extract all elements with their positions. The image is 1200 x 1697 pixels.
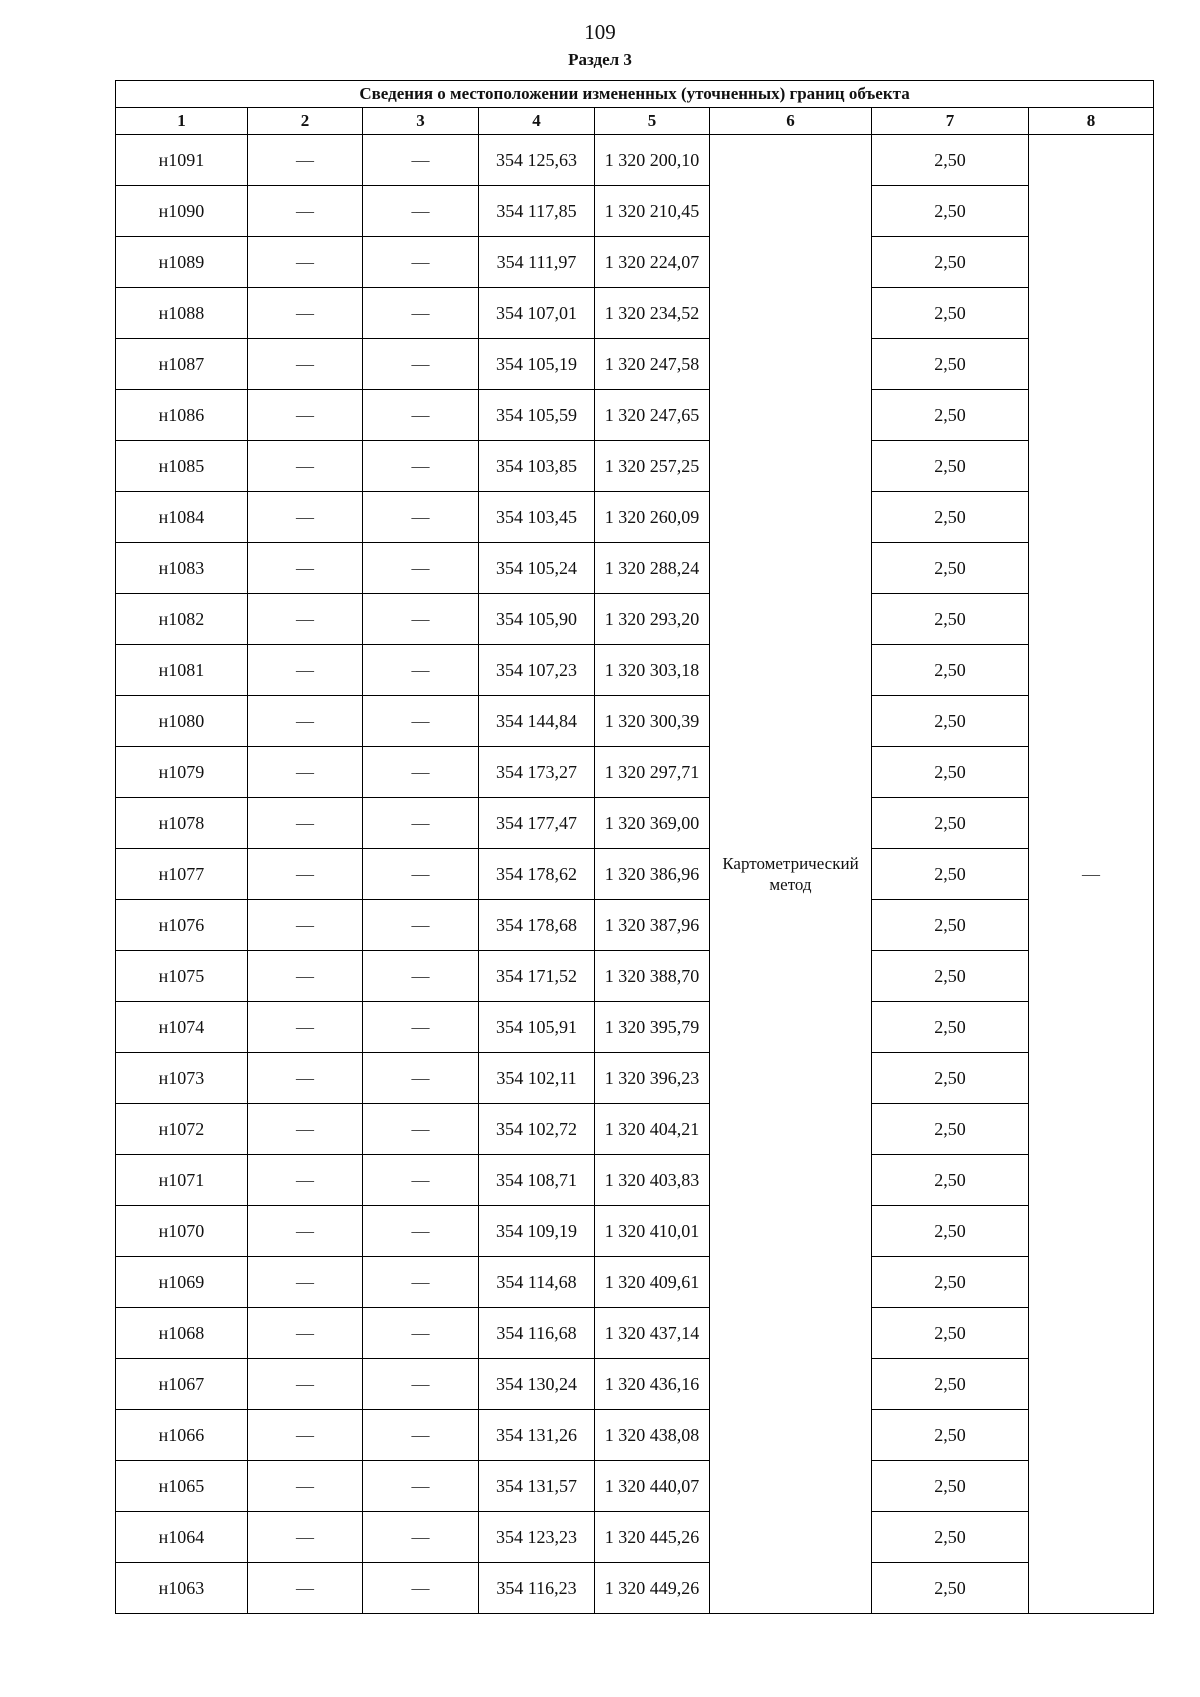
point-cell: н1090 (116, 186, 248, 237)
column-header: 5 (595, 108, 710, 135)
col3-cell: — (363, 1359, 479, 1410)
x-coordinate-cell: 354 144,84 (479, 696, 595, 747)
col2-cell: — (248, 798, 363, 849)
x-coordinate-cell: 354 105,59 (479, 390, 595, 441)
col2-cell: — (248, 849, 363, 900)
table-row (116, 1155, 1154, 1206)
point-cell: н1081 (116, 645, 248, 696)
point-cell: н1087 (116, 339, 248, 390)
col2-cell: — (248, 900, 363, 951)
table-row (116, 1461, 1154, 1512)
col2-cell: — (248, 1002, 363, 1053)
y-coordinate-cell: 1 320 303,18 (595, 645, 710, 696)
accuracy-cell: 2,50 (872, 1512, 1029, 1563)
col3-cell: — (363, 1410, 479, 1461)
accuracy-cell: 2,50 (872, 1410, 1029, 1461)
col3-cell: — (363, 1002, 479, 1053)
col3-cell: — (363, 1257, 479, 1308)
table-row (116, 1002, 1154, 1053)
y-coordinate-cell: 1 320 200,10 (595, 135, 710, 186)
y-coordinate-cell: 1 320 410,01 (595, 1206, 710, 1257)
col3-cell: — (363, 135, 479, 186)
point-cell: н1075 (116, 951, 248, 1002)
col2-cell: — (248, 1359, 363, 1410)
x-coordinate-cell: 354 102,72 (479, 1104, 595, 1155)
x-coordinate-cell: 354 178,68 (479, 900, 595, 951)
point-cell: н1083 (116, 543, 248, 594)
col2-cell: — (248, 390, 363, 441)
section-title: Раздел 3 (568, 50, 632, 69)
x-coordinate-cell: 354 103,45 (479, 492, 595, 543)
col2-cell: — (248, 492, 363, 543)
col3-cell: — (363, 288, 479, 339)
col2-cell: — (248, 1563, 363, 1614)
method-cell: Картометрический метод (710, 135, 872, 1614)
x-coordinate-cell: 354 108,71 (479, 1155, 595, 1206)
accuracy-cell: 2,50 (872, 135, 1029, 186)
col3-cell: — (363, 798, 479, 849)
table-row (116, 900, 1154, 951)
table-row (116, 696, 1154, 747)
y-coordinate-cell: 1 320 293,20 (595, 594, 710, 645)
accuracy-cell: 2,50 (872, 747, 1029, 798)
y-coordinate-cell: 1 320 300,39 (595, 696, 710, 747)
y-coordinate-cell: 1 320 369,00 (595, 798, 710, 849)
y-coordinate-cell: 1 320 234,52 (595, 288, 710, 339)
x-coordinate-cell: 354 173,27 (479, 747, 595, 798)
col2-cell: — (248, 696, 363, 747)
accuracy-cell: 2,50 (872, 645, 1029, 696)
col3-cell: — (363, 492, 479, 543)
x-coordinate-cell: 354 178,62 (479, 849, 595, 900)
accuracy-cell: 2,50 (872, 492, 1029, 543)
y-coordinate-cell: 1 320 297,71 (595, 747, 710, 798)
table-row (116, 1410, 1154, 1461)
y-coordinate-cell: 1 320 224,07 (595, 237, 710, 288)
col3-cell: — (363, 1563, 479, 1614)
y-coordinate-cell: 1 320 247,58 (595, 339, 710, 390)
accuracy-cell: 2,50 (872, 798, 1029, 849)
x-coordinate-cell: 354 131,26 (479, 1410, 595, 1461)
x-coordinate-cell: 354 116,23 (479, 1563, 595, 1614)
col2-cell: — (248, 1461, 363, 1512)
point-cell: н1065 (116, 1461, 248, 1512)
page-number: 109 (584, 20, 616, 44)
x-coordinate-cell: 354 107,23 (479, 645, 595, 696)
table-row (116, 798, 1154, 849)
point-cell: н1074 (116, 1002, 248, 1053)
col2-cell: — (248, 1308, 363, 1359)
accuracy-cell: 2,50 (872, 1104, 1029, 1155)
point-cell: н1064 (116, 1512, 248, 1563)
col3-cell: — (363, 696, 479, 747)
y-coordinate-cell: 1 320 257,25 (595, 441, 710, 492)
y-coordinate-cell: 1 320 388,70 (595, 951, 710, 1002)
col3-cell: — (363, 747, 479, 798)
col3-cell: — (363, 594, 479, 645)
table-row (116, 390, 1154, 441)
table-row (116, 1257, 1154, 1308)
col2-cell: — (248, 747, 363, 798)
point-cell: н1078 (116, 798, 248, 849)
point-cell: н1084 (116, 492, 248, 543)
x-coordinate-cell: 354 116,68 (479, 1308, 595, 1359)
point-cell: н1082 (116, 594, 248, 645)
y-coordinate-cell: 1 320 437,14 (595, 1308, 710, 1359)
column-header: 7 (872, 108, 1029, 135)
accuracy-cell: 2,50 (872, 441, 1029, 492)
accuracy-cell: 2,50 (872, 339, 1029, 390)
table-row (116, 1308, 1154, 1359)
table-row (116, 645, 1154, 696)
y-coordinate-cell: 1 320 438,08 (595, 1410, 710, 1461)
col3-cell: — (363, 1155, 479, 1206)
col2-cell: — (248, 1053, 363, 1104)
accuracy-cell: 2,50 (872, 288, 1029, 339)
y-coordinate-cell: 1 320 386,96 (595, 849, 710, 900)
table-row (116, 288, 1154, 339)
col3-cell: — (363, 1512, 479, 1563)
accuracy-cell: 2,50 (872, 1308, 1029, 1359)
col3-cell: — (363, 339, 479, 390)
col2-cell: — (248, 135, 363, 186)
x-coordinate-cell: 354 109,19 (479, 1206, 595, 1257)
col2-cell: — (248, 186, 363, 237)
accuracy-cell: 2,50 (872, 1257, 1029, 1308)
accuracy-cell: 2,50 (872, 1359, 1029, 1410)
y-coordinate-cell: 1 320 409,61 (595, 1257, 710, 1308)
y-coordinate-cell: 1 320 404,21 (595, 1104, 710, 1155)
col2-cell: — (248, 1410, 363, 1461)
accuracy-cell: 2,50 (872, 1002, 1029, 1053)
col2-cell: — (248, 237, 363, 288)
col3-cell: — (363, 237, 479, 288)
y-coordinate-cell: 1 320 449,26 (595, 1563, 710, 1614)
table-caption: Сведения о местоположении измененных (уточненных) границ объекта (116, 81, 1154, 108)
accuracy-cell: 2,50 (872, 1053, 1029, 1104)
accuracy-cell: 2,50 (872, 1461, 1029, 1512)
column-header: 4 (479, 108, 595, 135)
col3-cell: — (363, 1053, 479, 1104)
y-coordinate-cell: 1 320 445,26 (595, 1512, 710, 1563)
x-coordinate-cell: 354 114,68 (479, 1257, 595, 1308)
accuracy-cell: 2,50 (872, 186, 1029, 237)
col3-cell: — (363, 441, 479, 492)
x-coordinate-cell: 354 105,19 (479, 339, 595, 390)
table-row (116, 1053, 1154, 1104)
point-cell: н1070 (116, 1206, 248, 1257)
x-coordinate-cell: 354 117,85 (479, 186, 595, 237)
accuracy-cell: 2,50 (872, 594, 1029, 645)
col3-cell: — (363, 1308, 479, 1359)
table-row (116, 543, 1154, 594)
table-row (116, 492, 1154, 543)
table-row (116, 339, 1154, 390)
point-cell: н1076 (116, 900, 248, 951)
column-header: 2 (248, 108, 363, 135)
col2-cell: — (248, 288, 363, 339)
point-cell: н1086 (116, 390, 248, 441)
point-cell: н1079 (116, 747, 248, 798)
point-cell: н1088 (116, 288, 248, 339)
x-coordinate-cell: 354 177,47 (479, 798, 595, 849)
column-header: 1 (116, 108, 248, 135)
y-coordinate-cell: 1 320 395,79 (595, 1002, 710, 1053)
table-row (116, 1104, 1154, 1155)
x-coordinate-cell: 354 105,91 (479, 1002, 595, 1053)
accuracy-cell: 2,50 (872, 237, 1029, 288)
table-row (116, 747, 1154, 798)
col2-cell: — (248, 339, 363, 390)
accuracy-cell: 2,50 (872, 951, 1029, 1002)
y-coordinate-cell: 1 320 396,23 (595, 1053, 710, 1104)
col3-cell: — (363, 186, 479, 237)
y-coordinate-cell: 1 320 387,96 (595, 900, 710, 951)
point-cell: н1067 (116, 1359, 248, 1410)
y-coordinate-cell: 1 320 440,07 (595, 1461, 710, 1512)
accuracy-cell: 2,50 (872, 1155, 1029, 1206)
table-row (116, 1359, 1154, 1410)
x-coordinate-cell: 354 131,57 (479, 1461, 595, 1512)
y-coordinate-cell: 1 320 210,45 (595, 186, 710, 237)
col3-cell: — (363, 951, 479, 1002)
col3-cell: — (363, 1461, 479, 1512)
point-cell: н1068 (116, 1308, 248, 1359)
point-cell: н1085 (116, 441, 248, 492)
y-coordinate-cell: 1 320 247,65 (595, 390, 710, 441)
x-coordinate-cell: 354 105,24 (479, 543, 595, 594)
table-row (116, 186, 1154, 237)
table-row (116, 594, 1154, 645)
point-cell: н1072 (116, 1104, 248, 1155)
x-coordinate-cell: 354 102,11 (479, 1053, 595, 1104)
accuracy-cell: 2,50 (872, 390, 1029, 441)
table-row (116, 951, 1154, 1002)
point-cell: н1089 (116, 237, 248, 288)
accuracy-cell: 2,50 (872, 900, 1029, 951)
y-coordinate-cell: 1 320 260,09 (595, 492, 710, 543)
x-coordinate-cell: 354 130,24 (479, 1359, 595, 1410)
col3-cell: — (363, 900, 479, 951)
point-cell: н1071 (116, 1155, 248, 1206)
col3-cell: — (363, 849, 479, 900)
x-coordinate-cell: 354 171,52 (479, 951, 595, 1002)
col3-cell: — (363, 1104, 479, 1155)
x-coordinate-cell: 354 125,63 (479, 135, 595, 186)
table-row (116, 441, 1154, 492)
table-row (116, 135, 1154, 186)
col3-cell: — (363, 543, 479, 594)
x-coordinate-cell: 354 103,85 (479, 441, 595, 492)
point-cell: н1077 (116, 849, 248, 900)
table-row (116, 1563, 1154, 1614)
col2-cell: — (248, 1257, 363, 1308)
col2-cell: — (248, 594, 363, 645)
coordinates-table (115, 80, 1154, 1614)
col2-cell: — (248, 1206, 363, 1257)
point-cell: н1080 (116, 696, 248, 747)
col8-cell: — (1029, 135, 1154, 1614)
x-coordinate-cell: 354 107,01 (479, 288, 595, 339)
col2-cell: — (248, 441, 363, 492)
point-cell: н1091 (116, 135, 248, 186)
accuracy-cell: 2,50 (872, 696, 1029, 747)
column-header: 6 (710, 108, 872, 135)
y-coordinate-cell: 1 320 436,16 (595, 1359, 710, 1410)
column-header: 8 (1029, 108, 1154, 135)
col2-cell: — (248, 1512, 363, 1563)
x-coordinate-cell: 354 123,23 (479, 1512, 595, 1563)
table-body (116, 135, 1154, 1614)
col2-cell: — (248, 543, 363, 594)
column-header: 3 (363, 108, 479, 135)
x-coordinate-cell: 354 111,97 (479, 237, 595, 288)
col2-cell: — (248, 951, 363, 1002)
col2-cell: — (248, 1104, 363, 1155)
point-cell: н1073 (116, 1053, 248, 1104)
accuracy-cell: 2,50 (872, 1563, 1029, 1614)
y-coordinate-cell: 1 320 288,24 (595, 543, 710, 594)
accuracy-cell: 2,50 (872, 1206, 1029, 1257)
table-row (116, 1206, 1154, 1257)
col3-cell: — (363, 390, 479, 441)
table-row (116, 1512, 1154, 1563)
table-row (116, 237, 1154, 288)
accuracy-cell: 2,50 (872, 543, 1029, 594)
col3-cell: — (363, 1206, 479, 1257)
col2-cell: — (248, 1155, 363, 1206)
x-coordinate-cell: 354 105,90 (479, 594, 595, 645)
y-coordinate-cell: 1 320 403,83 (595, 1155, 710, 1206)
point-cell: н1063 (116, 1563, 248, 1614)
col2-cell: — (248, 645, 363, 696)
accuracy-cell: 2,50 (872, 849, 1029, 900)
point-cell: н1066 (116, 1410, 248, 1461)
point-cell: н1069 (116, 1257, 248, 1308)
table-row (116, 849, 1154, 900)
col3-cell: — (363, 645, 479, 696)
